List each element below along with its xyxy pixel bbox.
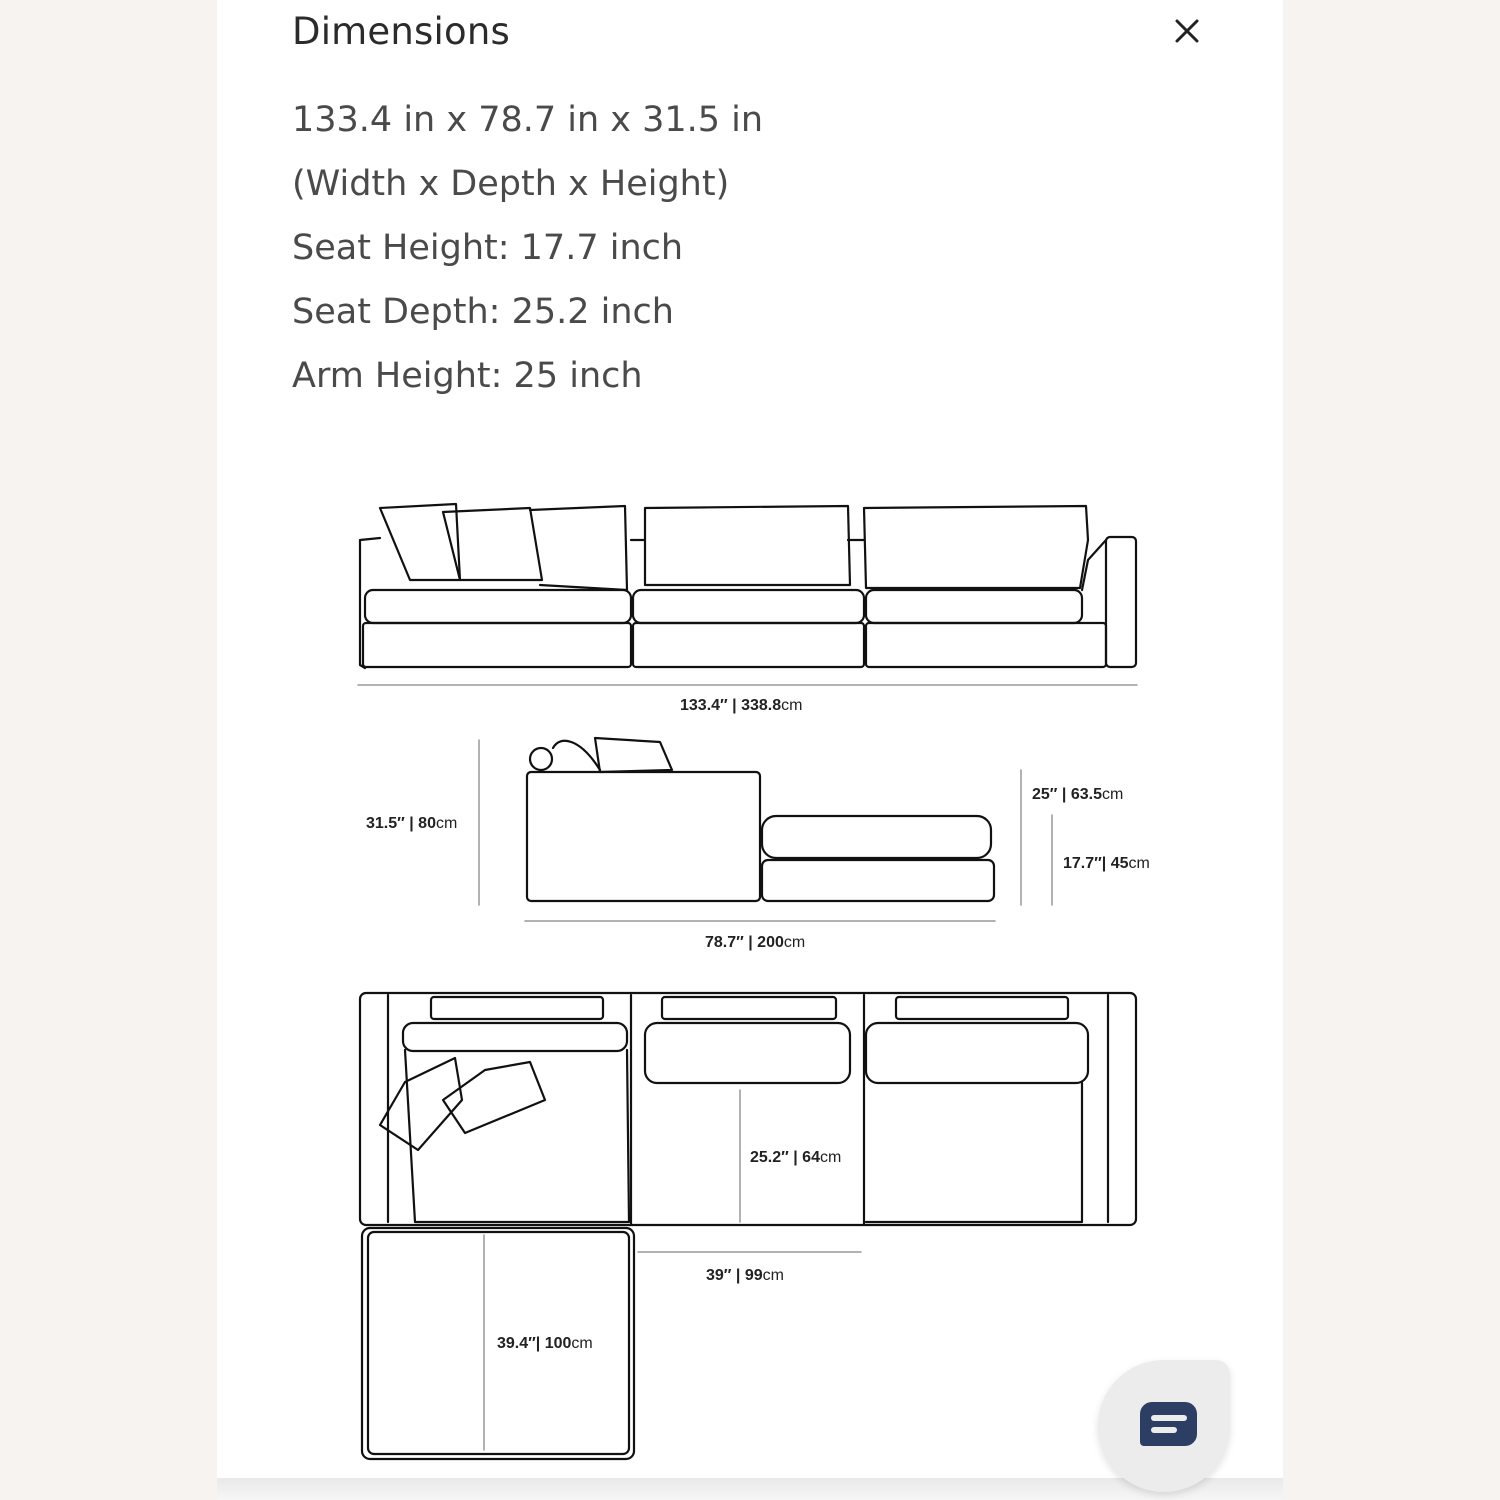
spec-arm-height: Arm Height: 25 inch bbox=[292, 356, 643, 396]
seat-depth-label: 25.2″ | 64cm bbox=[750, 1149, 842, 1166]
spec-overall-dimensions: 133.4 in x 78.7 in x 31.5 in bbox=[292, 100, 764, 140]
spec-seat-height: Seat Height: 17.7 inch bbox=[292, 228, 684, 268]
spec-seat-depth: Seat Depth: 25.2 inch bbox=[292, 292, 674, 332]
spec-dimension-order: (Width x Depth x Height) bbox=[292, 164, 730, 204]
ottoman-depth-label: 39.4″| 100cm bbox=[497, 1335, 593, 1352]
front-width-label: 133.4″ | 338.8cm bbox=[680, 697, 803, 714]
side-depth-label: 78.7″ | 200cm bbox=[705, 934, 806, 951]
arm-height-label: 25″ | 63.5cm bbox=[1032, 786, 1124, 803]
sofa-front-view bbox=[358, 504, 1137, 685]
sofa-side-view bbox=[479, 738, 1052, 921]
side-height-label: 31.5″ | 80cm bbox=[366, 815, 458, 832]
modal-title: Dimensions bbox=[292, 10, 510, 53]
sofa-top-view bbox=[360, 993, 1136, 1459]
seat-width-label: 39″ | 99cm bbox=[706, 1267, 784, 1284]
seat-height-label: 17.7″| 45cm bbox=[1063, 855, 1150, 872]
chat-button[interactable] bbox=[1098, 1360, 1230, 1492]
chat-bubble-icon bbox=[1140, 1402, 1197, 1446]
